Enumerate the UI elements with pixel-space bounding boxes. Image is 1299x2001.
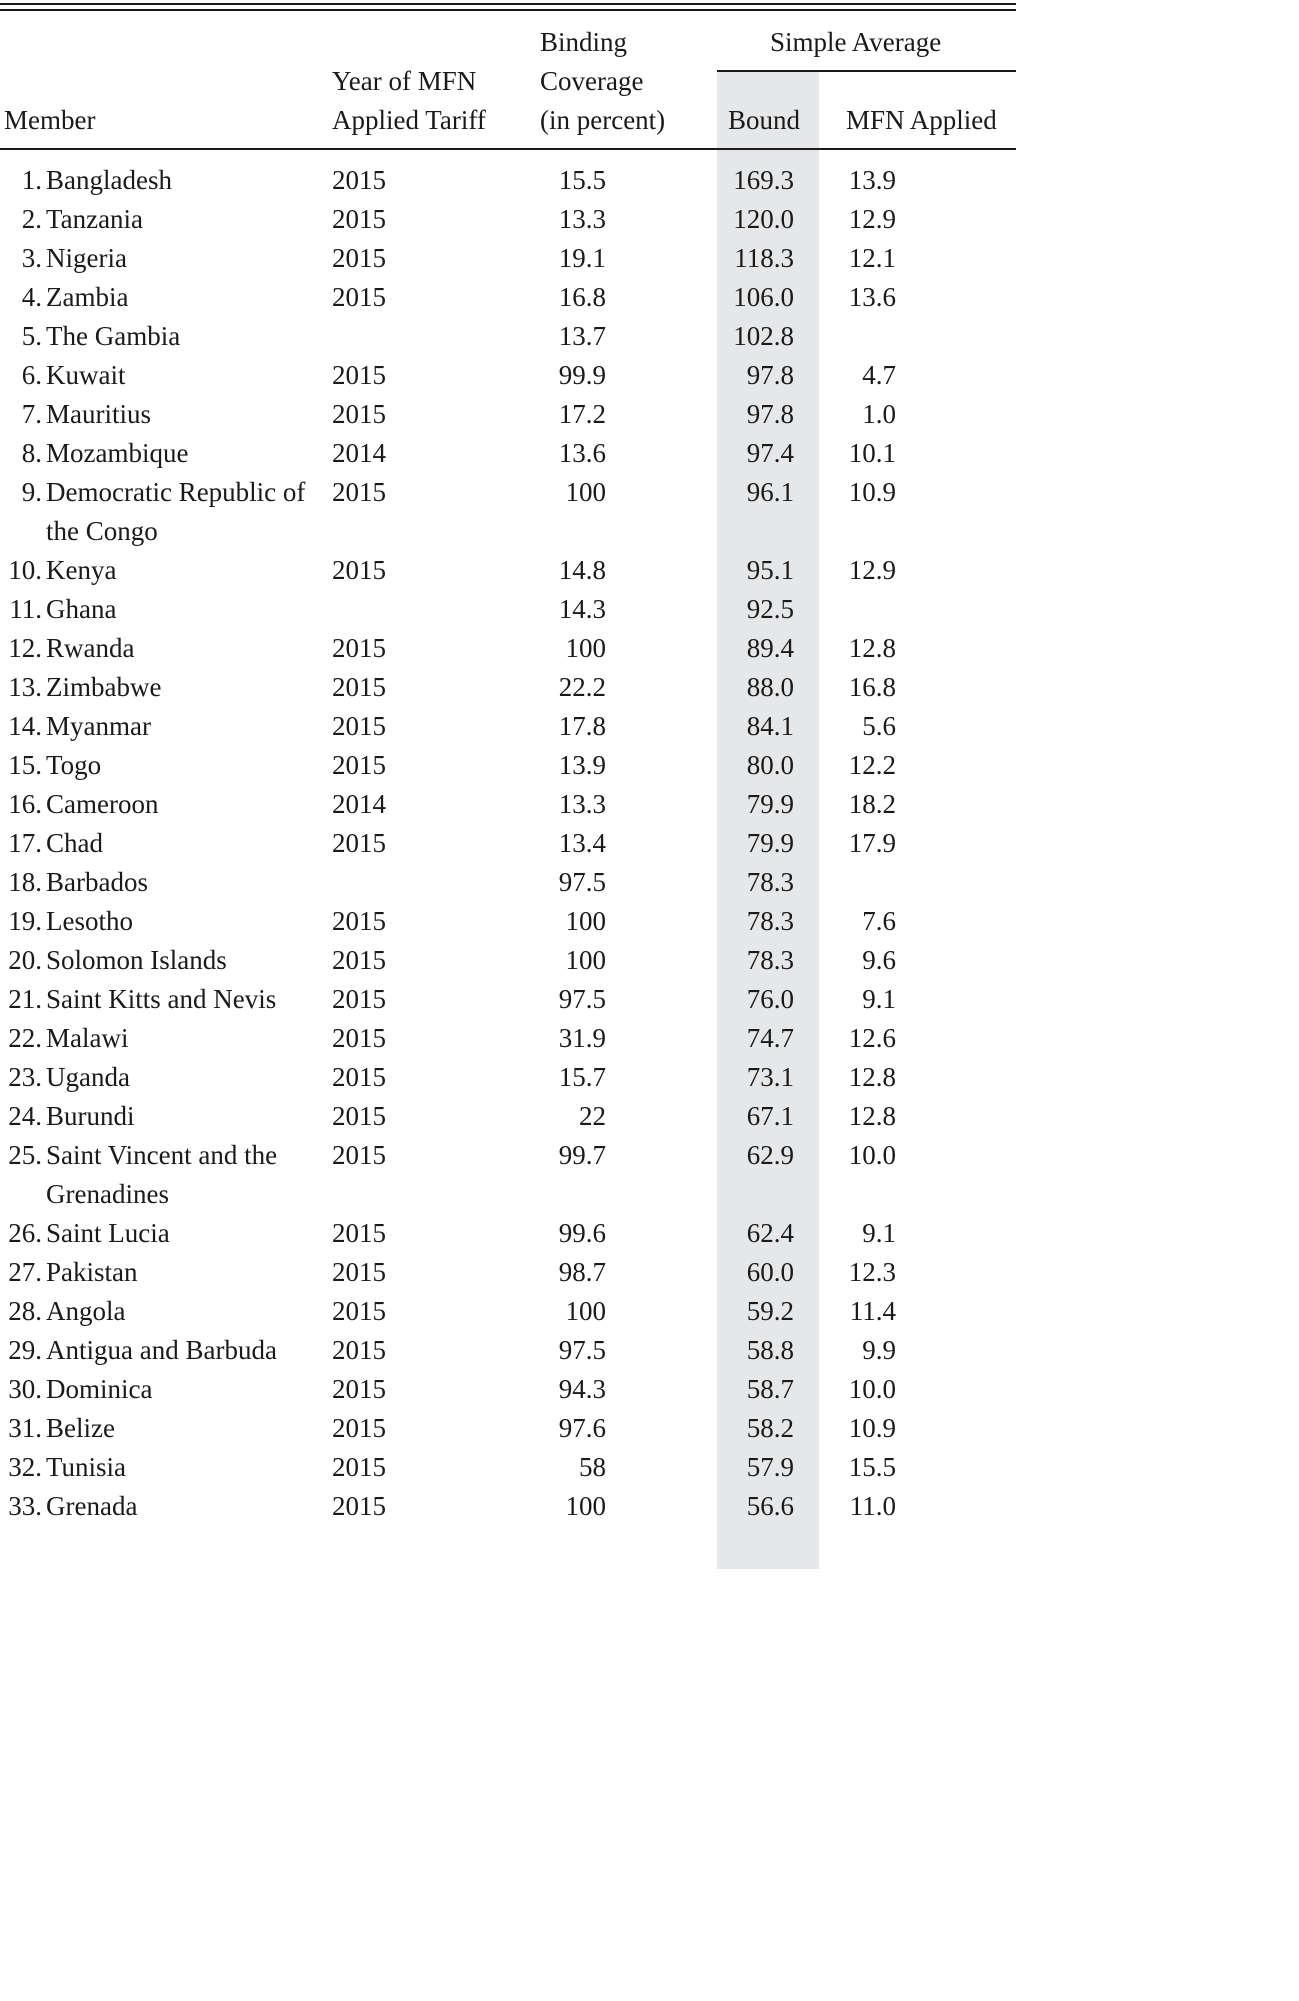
row-binding-coverage: 100 bbox=[565, 633, 606, 663]
table-row bbox=[0, 746, 1024, 785]
row-bound-average: 57.9 bbox=[746, 1452, 794, 1482]
row-number: 29. bbox=[8, 1335, 42, 1365]
row-member-name: Belize bbox=[46, 1413, 115, 1443]
row-member-name: The Gambia bbox=[46, 321, 181, 351]
row-number: 7. bbox=[21, 399, 42, 429]
row-mfn-applied-average: 10.0 bbox=[848, 1140, 896, 1170]
row-binding-coverage: 100 bbox=[565, 477, 606, 507]
row-number: 3. bbox=[21, 243, 42, 273]
row-mfn-applied-average: 12.8 bbox=[848, 1101, 896, 1131]
row-member-name: Chad bbox=[46, 828, 103, 858]
table-row bbox=[0, 1331, 1024, 1370]
header-year-line-1: Year of MFN bbox=[332, 66, 477, 96]
table-row bbox=[0, 824, 1024, 863]
row-year: 2015 bbox=[332, 1101, 386, 1131]
header-binding-line-2: Coverage bbox=[540, 66, 644, 96]
row-mfn-applied-average: 12.8 bbox=[848, 1062, 896, 1092]
row-mfn-applied-average: 5.6 bbox=[862, 711, 896, 741]
row-bound-average: 59.2 bbox=[746, 1296, 794, 1326]
row-mfn-applied-average: 18.2 bbox=[848, 789, 896, 819]
row-year: 2015 bbox=[332, 555, 386, 585]
row-bound-average: 58.2 bbox=[746, 1413, 794, 1443]
row-number: 22. bbox=[8, 1023, 42, 1053]
row-year: 2015 bbox=[332, 711, 386, 741]
header-bound: Bound bbox=[728, 105, 801, 135]
row-binding-coverage: 14.3 bbox=[558, 594, 606, 624]
table-row bbox=[0, 356, 1024, 395]
row-binding-coverage: 13.4 bbox=[558, 828, 606, 858]
row-number: 17. bbox=[8, 828, 42, 858]
row-binding-coverage: 13.6 bbox=[558, 438, 606, 468]
row-year: 2015 bbox=[332, 360, 386, 390]
row-binding-coverage: 13.9 bbox=[558, 750, 606, 780]
row-mfn-applied-average: 15.5 bbox=[848, 1452, 896, 1482]
row-bound-average: 58.7 bbox=[746, 1374, 794, 1404]
row-binding-coverage: 94.3 bbox=[558, 1374, 606, 1404]
row-binding-coverage: 13.7 bbox=[558, 321, 606, 351]
row-mfn-applied-average: 12.8 bbox=[848, 633, 896, 663]
table-body bbox=[0, 161, 1024, 1526]
table-row bbox=[0, 629, 1024, 668]
row-member-name: Mozambique bbox=[46, 438, 189, 468]
row-member-name: Solomon Islands bbox=[46, 945, 227, 975]
row-mfn-applied-average: 13.6 bbox=[848, 282, 896, 312]
row-binding-coverage: 99.6 bbox=[558, 1218, 606, 1248]
row-member-name: Uganda bbox=[46, 1062, 130, 1092]
row-binding-coverage: 17.2 bbox=[558, 399, 606, 429]
row-number: 9. bbox=[21, 477, 42, 507]
row-year: 2015 bbox=[332, 1023, 386, 1053]
row-number: 4. bbox=[21, 282, 42, 312]
row-bound-average: 96.1 bbox=[746, 477, 794, 507]
header-bottom-rule bbox=[0, 148, 1016, 150]
row-bound-average: 67.1 bbox=[746, 1101, 794, 1131]
row-number: 21. bbox=[8, 984, 42, 1014]
row-member-name: Grenada bbox=[46, 1491, 138, 1521]
header-binding-line-1: Binding bbox=[540, 27, 628, 57]
row-member-name: Kenya bbox=[46, 555, 117, 585]
row-mfn-applied-average: 12.3 bbox=[848, 1257, 896, 1287]
row-member-name: Lesotho bbox=[46, 906, 133, 936]
header-binding-line-3: (in percent) bbox=[540, 105, 666, 135]
row-number: 18. bbox=[8, 867, 42, 897]
row-bound-average: 58.8 bbox=[746, 1335, 794, 1365]
row-mfn-applied-average: 12.2 bbox=[848, 750, 896, 780]
table-row bbox=[0, 434, 1024, 473]
row-member-name: Bangladesh bbox=[46, 165, 172, 195]
row-mfn-applied-average: 9.6 bbox=[862, 945, 896, 975]
row-mfn-applied-average: 9.1 bbox=[862, 984, 896, 1014]
table-row bbox=[0, 1370, 1024, 1409]
row-binding-coverage: 17.8 bbox=[558, 711, 606, 741]
row-number: 15. bbox=[8, 750, 42, 780]
row-member-name: Barbados bbox=[46, 867, 148, 897]
row-year: 2015 bbox=[332, 399, 386, 429]
row-year: 2015 bbox=[332, 282, 386, 312]
row-number: 25. bbox=[8, 1140, 42, 1170]
table-row bbox=[0, 239, 1024, 278]
row-member-name: Antigua and Barbuda bbox=[46, 1335, 277, 1365]
row-member-name: Democratic Republic of the Congo bbox=[46, 477, 306, 546]
top-double-rule-lower bbox=[0, 9, 1016, 11]
table-row bbox=[0, 1292, 1024, 1331]
row-member-name: Pakistan bbox=[46, 1257, 138, 1287]
row-number: 10. bbox=[8, 555, 42, 585]
row-bound-average: 78.3 bbox=[746, 945, 794, 975]
row-number: 19. bbox=[8, 906, 42, 936]
row-mfn-applied-average: 4.7 bbox=[862, 360, 896, 390]
row-year: 2015 bbox=[332, 1374, 386, 1404]
row-member-name: Burundi bbox=[46, 1101, 135, 1131]
row-bound-average: 169.3 bbox=[733, 165, 794, 195]
row-year: 2015 bbox=[332, 828, 386, 858]
table-row bbox=[0, 317, 1024, 356]
row-binding-coverage: 15.5 bbox=[558, 165, 606, 195]
row-member-name: Saint Vincent and the Grenadines bbox=[46, 1140, 278, 1209]
row-bound-average: 89.4 bbox=[746, 633, 794, 663]
row-bound-average: 95.1 bbox=[746, 555, 794, 585]
row-binding-coverage: 100 bbox=[565, 945, 606, 975]
row-binding-coverage: 99.9 bbox=[558, 360, 606, 390]
table-row bbox=[0, 707, 1024, 746]
row-number: 32. bbox=[8, 1452, 42, 1482]
row-member-name: Zimbabwe bbox=[46, 672, 162, 702]
row-binding-coverage: 100 bbox=[565, 906, 606, 936]
row-binding-coverage: 97.5 bbox=[558, 1335, 606, 1365]
row-year: 2015 bbox=[332, 1296, 386, 1326]
row-number: 11. bbox=[9, 594, 42, 624]
row-bound-average: 106.0 bbox=[733, 282, 794, 312]
row-bound-average: 74.7 bbox=[746, 1023, 794, 1053]
header-member: Member bbox=[4, 105, 96, 135]
row-number: 12. bbox=[8, 633, 42, 663]
table-row bbox=[0, 551, 1024, 590]
row-binding-coverage: 19.1 bbox=[558, 243, 606, 273]
row-year: 2015 bbox=[332, 984, 386, 1014]
row-mfn-applied-average: 1.0 bbox=[862, 399, 896, 429]
row-binding-coverage: 97.5 bbox=[558, 867, 606, 897]
row-year: 2015 bbox=[332, 477, 386, 507]
table-row bbox=[0, 668, 1024, 707]
row-binding-coverage: 22.2 bbox=[558, 672, 606, 702]
row-bound-average: 62.4 bbox=[746, 1218, 794, 1248]
row-year: 2015 bbox=[332, 1413, 386, 1443]
table-row bbox=[0, 200, 1024, 239]
row-bound-average: 97.8 bbox=[746, 360, 794, 390]
row-binding-coverage: 14.8 bbox=[558, 555, 606, 585]
row-number: 5. bbox=[21, 321, 42, 351]
row-number: 8. bbox=[21, 438, 42, 468]
row-year: 2015 bbox=[332, 1491, 386, 1521]
row-binding-coverage: 97.5 bbox=[558, 984, 606, 1014]
row-bound-average: 80.0 bbox=[746, 750, 794, 780]
row-year: 2015 bbox=[332, 243, 386, 273]
row-bound-average: 56.6 bbox=[746, 1491, 794, 1521]
row-mfn-applied-average: 11.4 bbox=[849, 1296, 896, 1326]
header-mfn-applied: MFN Applied bbox=[846, 105, 997, 135]
row-member-name: Myanmar bbox=[46, 711, 151, 741]
row-binding-coverage: 58 bbox=[579, 1452, 606, 1482]
table-row bbox=[0, 395, 1024, 434]
row-year: 2015 bbox=[332, 1257, 386, 1287]
row-bound-average: 62.9 bbox=[746, 1140, 794, 1170]
row-binding-coverage: 13.3 bbox=[558, 789, 606, 819]
row-binding-coverage: 99.7 bbox=[558, 1140, 606, 1170]
row-member-name: Zambia bbox=[46, 282, 129, 312]
row-mfn-applied-average: 17.9 bbox=[848, 828, 896, 858]
table-row bbox=[0, 1448, 1024, 1487]
row-member-name: Ghana bbox=[46, 594, 117, 624]
row-member-name: Angola bbox=[46, 1296, 126, 1326]
row-number: 26. bbox=[8, 1218, 42, 1248]
row-year: 2015 bbox=[332, 672, 386, 702]
row-member-name: Rwanda bbox=[46, 633, 135, 663]
row-year: 2015 bbox=[332, 1452, 386, 1482]
row-number: 2. bbox=[21, 204, 42, 234]
simple-average-subrule bbox=[717, 70, 1016, 72]
row-year: 2015 bbox=[332, 204, 386, 234]
row-year: 2015 bbox=[332, 633, 386, 663]
row-member-name: Saint Lucia bbox=[46, 1218, 170, 1248]
row-year: 2015 bbox=[332, 1218, 386, 1248]
row-binding-coverage: 22 bbox=[579, 1101, 606, 1131]
row-year: 2014 bbox=[332, 438, 386, 468]
row-binding-coverage: 16.8 bbox=[558, 282, 606, 312]
row-bound-average: 79.9 bbox=[746, 828, 794, 858]
row-bound-average: 118.3 bbox=[734, 243, 794, 273]
row-bound-average: 73.1 bbox=[746, 1062, 794, 1092]
row-mfn-applied-average: 10.9 bbox=[848, 1413, 896, 1443]
row-number: 14. bbox=[8, 711, 42, 741]
row-mfn-applied-average: 10.0 bbox=[848, 1374, 896, 1404]
row-mfn-applied-average: 10.9 bbox=[848, 477, 896, 507]
row-bound-average: 79.9 bbox=[746, 789, 794, 819]
row-year: 2015 bbox=[332, 165, 386, 195]
row-year: 2015 bbox=[332, 1062, 386, 1092]
row-year: 2015 bbox=[332, 1335, 386, 1365]
row-number: 33. bbox=[8, 1491, 42, 1521]
table-row bbox=[0, 1019, 1024, 1058]
row-number: 1. bbox=[21, 165, 42, 195]
table-row bbox=[0, 785, 1024, 824]
row-mfn-applied-average: 12.9 bbox=[848, 204, 896, 234]
row-number: 31. bbox=[8, 1413, 42, 1443]
row-mfn-applied-average: 12.1 bbox=[848, 243, 896, 273]
row-number: 27. bbox=[8, 1257, 42, 1287]
row-bound-average: 60.0 bbox=[746, 1257, 794, 1287]
row-member-name: Cameroon bbox=[46, 789, 159, 819]
row-mfn-applied-average: 7.6 bbox=[862, 906, 896, 936]
row-number: 13. bbox=[8, 672, 42, 702]
row-number: 16. bbox=[8, 789, 42, 819]
top-double-rule-upper bbox=[0, 3, 1016, 5]
row-mfn-applied-average: 13.9 bbox=[848, 165, 896, 195]
table-row bbox=[0, 1253, 1024, 1292]
row-binding-coverage: 98.7 bbox=[558, 1257, 606, 1287]
row-member-name: Kuwait bbox=[46, 360, 126, 390]
row-member-name: Tunisia bbox=[46, 1452, 127, 1482]
row-bound-average: 102.8 bbox=[733, 321, 794, 351]
row-binding-coverage: 97.6 bbox=[558, 1413, 606, 1443]
row-mfn-applied-average: 11.0 bbox=[849, 1491, 896, 1521]
row-mfn-applied-average: 9.1 bbox=[862, 1218, 896, 1248]
row-year: 2015 bbox=[332, 906, 386, 936]
row-number: 23. bbox=[8, 1062, 42, 1092]
row-binding-coverage: 15.7 bbox=[558, 1062, 606, 1092]
table-row bbox=[0, 1409, 1024, 1448]
table-row bbox=[0, 278, 1024, 317]
row-number: 6. bbox=[21, 360, 42, 390]
table-row bbox=[0, 1487, 1024, 1526]
row-year: 2015 bbox=[332, 750, 386, 780]
row-mfn-applied-average: 12.9 bbox=[848, 555, 896, 585]
row-member-name: Togo bbox=[46, 750, 102, 780]
table-row bbox=[0, 863, 1024, 902]
row-binding-coverage: 31.9 bbox=[558, 1023, 606, 1053]
row-member-name: Nigeria bbox=[46, 243, 127, 273]
row-member-name: Saint Kitts and Nevis bbox=[46, 984, 277, 1014]
table-row bbox=[0, 941, 1024, 980]
table-row bbox=[0, 473, 1024, 551]
table-row bbox=[0, 902, 1024, 941]
row-mfn-applied-average: 10.1 bbox=[848, 438, 896, 468]
row-member-name: Mauritius bbox=[46, 399, 151, 429]
row-member-name: Malawi bbox=[46, 1023, 129, 1053]
table-row bbox=[0, 590, 1024, 629]
table-row bbox=[0, 980, 1024, 1019]
row-number: 30. bbox=[8, 1374, 42, 1404]
row-member-name: Dominica bbox=[46, 1374, 153, 1404]
row-binding-coverage: 100 bbox=[565, 1491, 606, 1521]
table-row bbox=[0, 1214, 1024, 1253]
row-number: 20. bbox=[8, 945, 42, 975]
row-bound-average: 92.5 bbox=[746, 594, 794, 624]
row-bound-average: 88.0 bbox=[746, 672, 794, 702]
row-bound-average: 97.8 bbox=[746, 399, 794, 429]
row-bound-average: 84.1 bbox=[746, 711, 794, 741]
table-row bbox=[0, 1058, 1024, 1097]
row-bound-average: 78.3 bbox=[746, 906, 794, 936]
header-year-line-2: Applied Tariff bbox=[332, 105, 486, 135]
row-number: 28. bbox=[8, 1296, 42, 1326]
row-member-name: Tanzania bbox=[46, 204, 144, 234]
row-year: 2015 bbox=[332, 945, 386, 975]
row-binding-coverage: 13.3 bbox=[558, 204, 606, 234]
header-simple-average: Simple Average bbox=[770, 27, 942, 57]
table-row bbox=[0, 1097, 1024, 1136]
table-row bbox=[0, 161, 1024, 200]
row-mfn-applied-average: 12.6 bbox=[848, 1023, 896, 1053]
table-row bbox=[0, 1136, 1024, 1214]
row-number: 24. bbox=[8, 1101, 42, 1131]
row-bound-average: 78.3 bbox=[746, 867, 794, 897]
row-mfn-applied-average: 9.9 bbox=[862, 1335, 896, 1365]
row-year: 2014 bbox=[332, 789, 386, 819]
row-year: 2015 bbox=[332, 1140, 386, 1170]
row-mfn-applied-average: 16.8 bbox=[848, 672, 896, 702]
row-bound-average: 76.0 bbox=[746, 984, 794, 1014]
row-bound-average: 120.0 bbox=[733, 204, 794, 234]
row-binding-coverage: 100 bbox=[565, 1296, 606, 1326]
row-bound-average: 97.4 bbox=[746, 438, 794, 468]
